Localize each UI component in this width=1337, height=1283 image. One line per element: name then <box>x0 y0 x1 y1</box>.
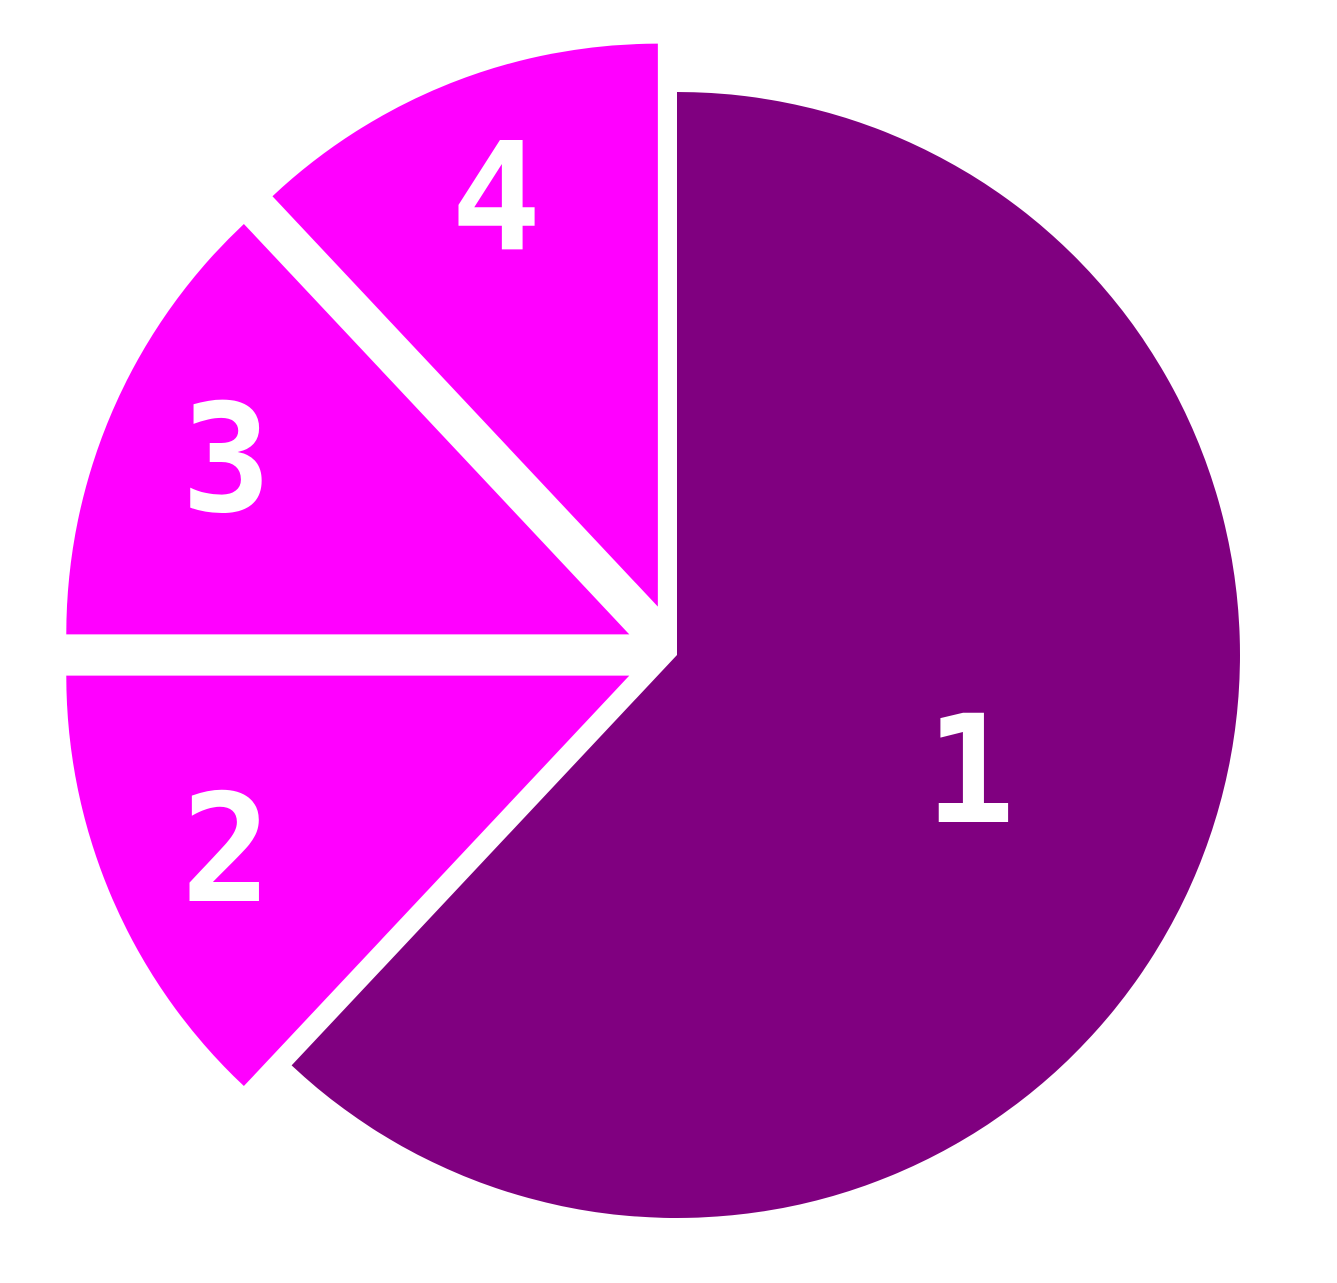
slice-label-2: 2 <box>181 763 272 938</box>
pie-slices <box>66 44 1240 1218</box>
slice-label-1: 1 <box>924 684 1016 859</box>
slice-label-4: 4 <box>451 111 542 286</box>
slice-label-3: 3 <box>181 372 272 547</box>
